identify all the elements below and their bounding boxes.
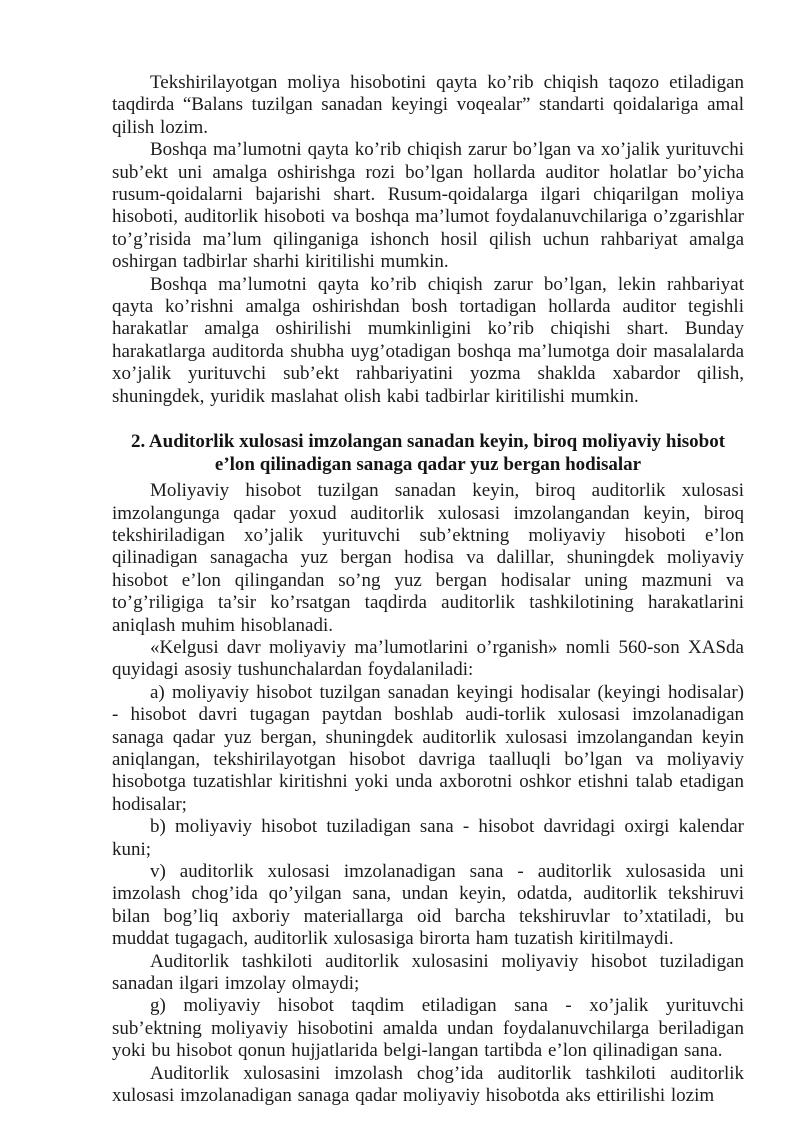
paragraph: «Kelgusi davr moliyaviy ma’lumotlarini o’rganish» nomli 560-son XASda quyidagi asosiy tushunchalardan foydalaniladi: bbox=[112, 636, 744, 681]
section-heading: 2. Auditorlik xulosasi imzolangan sanadan keyin, biroq moliyaviy hisobot e’lon qilinadigan sanaga qadar yuz bergan hodisalar bbox=[130, 431, 726, 476]
paragraph: Moliyaviy hisobot tuzilgan sanadan keyin, biroq auditorlik xulosasi imzolangunga qadar yoxud auditorlik xulosasi imzolangandan keyin, biroq tekshiriladigan xo’jalik yurituvchi sub’ektning moliyaviy hisoboti e’lon qilinadigan sanagacha yuz bergan hodisa va dalillar, shuningdek moliyaviy hisobot e’lon qilingandan so’ng yuz bergan hodisalar uning mazmuni va to’g’riligiga ta’sir ko’rsatgan taqdirda auditorlik tashkilotining harakatlarini aniqlash muhim hisoblanadi. bbox=[112, 480, 744, 636]
paragraph: b) moliyaviy hisobot tuziladigan sana - hisobot davridagi oxirgi kalendar kuni; bbox=[112, 816, 744, 860]
document-content bbox=[112, 72, 744, 1107]
paragraph: a) moliyaviy hisobot tuzilgan sanadan keyingi hodisalar (keyingi hodisalar) - hisobot davri tugagan paytdan boshlab audi-torlik xulosasi imzolanadigan sanaga qadar yuz bergan, shuningdek auditorlik xulosasi imzolangandan keyin aniqlangan, tekshirilayotgan hisobot davriga taalluqli bo’lgan va moliyaviy hisobotga tuzatishlar kiritishni yoki unda axborotni oshkor etishni talab etadigan hodisalar; bbox=[112, 681, 744, 815]
paragraph: Tekshirilayotgan moliya hisobotini qayta ko’rib chiqish taqozo etiladigan taqdirda “Balans tuzilgan sanadan keyingi voqealar” standarti qoidalariga amal qilish lozim. bbox=[112, 72, 744, 138]
paragraph: g) moliyaviy hisobot taqdim etiladigan sana - xo’jalik yurituvchi sub’ektning moliyaviy hisobotini amalda undan foydalanuvchilarga beriladigan yoki bu hisobot qonun hujjatlarida belgi-langan tartibda e’lon qilinadigan sana. bbox=[112, 995, 744, 1062]
paragraph: Boshqa ma’lumotni qayta ko’rib chiqish zarur bo’lgan, lekin rahbariyat qayta ko’rishni amalga oshirishdan bosh tortadigan hollarda auditor tegishli harakatlar amalga oshirilishi mumkinligini ko’rib chiqishi shart. Bunday harakatlarga auditorda shubha uyg’otadigan boshqa ma’lumotga doir masalalarda xo’jalik yurituvchi sub’ekt rahbariyatini yozma shaklda xabardor qilish, shuningdek, yuridik maslahat olish kabi tadbirlar kiritilishi mumkin. bbox=[112, 273, 744, 407]
paragraph: Auditorlik xulosasini imzolash chog’ida auditorlik tashkiloti auditorlik xulosasi imzolanadigan sanaga qadar moliyaviy hisobotda aks ettirilishi lozim bbox=[112, 1062, 744, 1107]
paragraph: Auditorlik tashkiloti auditorlik xulosasini moliyaviy hisobot tuziladigan sanadan ilgari imzolay olmaydi; bbox=[112, 950, 744, 995]
paragraph: Boshqa ma’lumotni qayta ko’rib chiqish zarur bo’lgan va xo’jalik yurituvchi sub’ekt uni amalga oshirishga rozi bo’lgan hollarda auditor holatlar bo’yicha rusum-qoidalarni bajarishi shart. Rusum-qoidalarga ilgari chiqarilgan moliya hisoboti, auditorlik hisoboti va boshqa ma’lumot foydalanuvchilariga o’zgarishlar to’g’risida ma’lum qilinganiga ishonch hosil qilish uchun rahbariyat amalga oshirgan tadbirlar sharhi kiritilishi mumkin. bbox=[112, 139, 744, 273]
paragraph: v) auditorlik xulosasi imzolanadigan sana - auditorlik xulosasida uni imzolash chog’ida qo’yilgan sana, undan keyin, odatda, auditorlik tekshiruvi bilan bog’liq axboriy materiallarga oid barcha tekshiruvlar to’xtatiladi, bu muddat tugagach, auditorlik xulosasiga birorta ham tuzatish kiritilmaydi. bbox=[112, 861, 744, 950]
